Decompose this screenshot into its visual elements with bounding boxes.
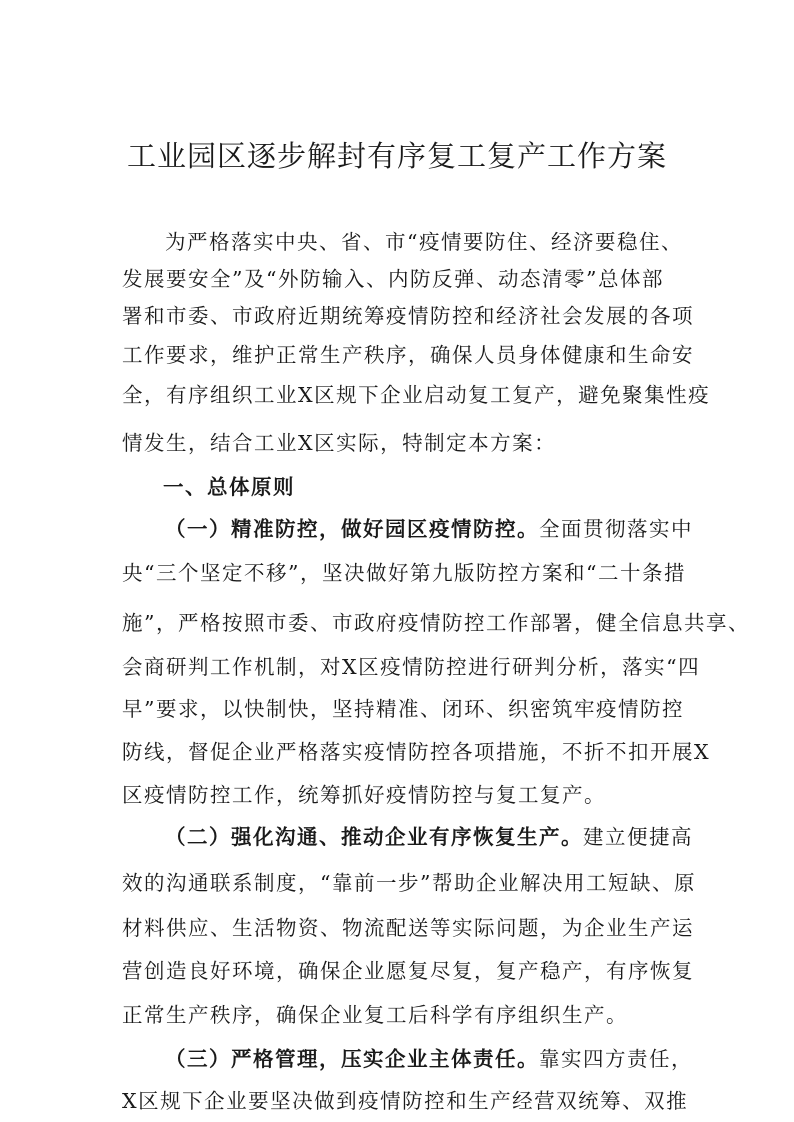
item3-text: 靠实四方责任，	[539, 1047, 693, 1071]
item2-line: 正常生产秩序，确保企业复工后科学有序组织生产。	[122, 1003, 628, 1027]
item3-lead: （三）严格管理，压实企业主体责任。	[165, 1047, 539, 1071]
intro-line: 工作要求，维护正常生产秩序，确保人员身体健康和生命安	[122, 343, 694, 367]
item2-lead: （二）强化沟通、推动企业有序恢复生产。	[165, 825, 583, 849]
item3-line: X区规下企业要坚决做到疫情防控和生产经营双统筹、双推	[122, 1089, 689, 1113]
item1-line: 区疫情防控工作，统筹抓好疫情防控与复工复产。	[122, 783, 606, 807]
intro-line: 为严格落实中央、省、市“疫情要防住、经济要稳住、	[165, 230, 683, 254]
intro-line: 发展要安全”及“外防输入、内防反弹、动态清零”总体部	[122, 267, 664, 291]
item1-line: 施”，严格按照市委、市政府疫情防控工作部署，健全信息共享、	[122, 611, 750, 635]
item3-first-line	[165, 1042, 693, 1072]
item1-text: 全面贯彻落实中	[539, 517, 693, 541]
item1-line: 早”要求，以快制快，坚持精准、闭环、织密筑牢疫情防控	[122, 697, 684, 721]
document-title: 工业园区逐步解封有序复工复产工作方案	[126, 139, 667, 173]
intro-line: 全，有序组织工业X区规下企业启动复工复产，避免聚集性疫	[122, 383, 711, 407]
section-heading: 一、总体原则	[163, 475, 295, 499]
intro-line: 署和市委、市政府近期统筹疫情防控和经济社会发展的各项	[122, 304, 694, 328]
intro-line: 情发生，结合工业X区实际，特制定本方案：	[122, 431, 557, 455]
item1-line: 防线，督促企业严格落实疫情防控各项措施，不折不扣开展X	[122, 740, 711, 764]
item1-line: 央“三个坚定不移”，坚决做好第九版防控方案和“二十条措	[122, 561, 686, 585]
item1-lead: （一）精准防控，做好园区疫情防控。	[165, 517, 539, 541]
item2-line: 营创造良好环境，确保企业愿复尽复，复产稳产，有序恢复	[122, 959, 694, 983]
item2-text: 建立便捷高	[583, 825, 693, 849]
item1-line: 会商研判工作机制，对X区疫情防控进行研判分析，落实“四	[122, 655, 701, 679]
item2-line: 材料供应、生活物资、物流配送等实际问题，为企业生产运	[122, 916, 694, 940]
item1-first-line	[165, 512, 693, 542]
item2-line: 效的沟通联系制度，“靠前一步”帮助企业解决用工短缺、原	[122, 871, 696, 895]
item2-first-line	[165, 820, 693, 850]
